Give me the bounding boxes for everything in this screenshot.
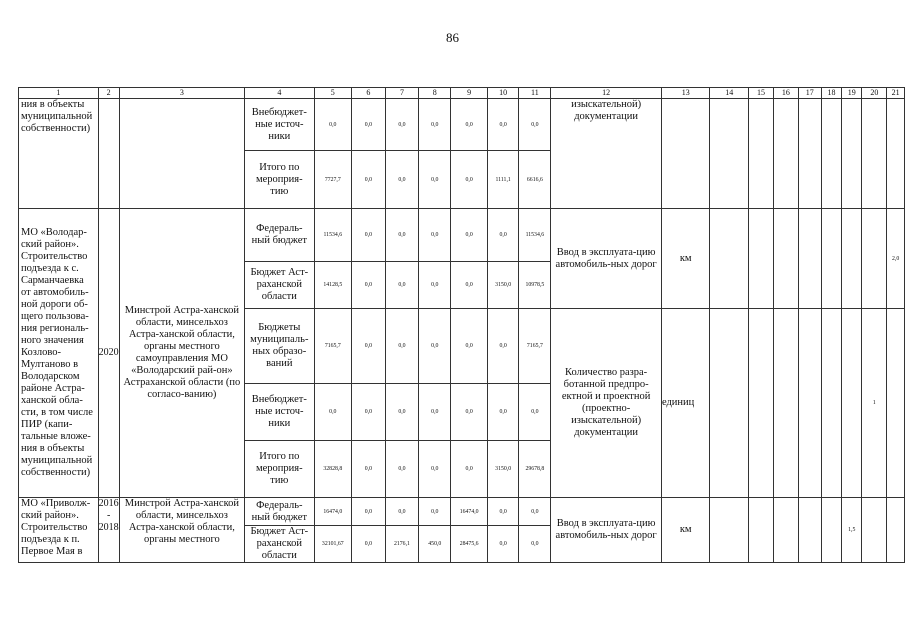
year-cell [773, 498, 798, 563]
value-cell: 0,0 [487, 99, 519, 151]
value-cell: 0,0 [419, 384, 451, 441]
value-cell: 0,0 [385, 209, 418, 262]
funding-source-cell: Бюджет Аст-раханской области [245, 526, 314, 563]
col-num: 1 [19, 88, 99, 99]
unit-cell: км [661, 498, 710, 563]
measure-name-cell: ния в объекты муниципальной собственности) [19, 99, 99, 209]
col-num: 20 [862, 88, 887, 99]
value-cell: 0,0 [519, 99, 551, 151]
value-cell: 0,0 [419, 151, 451, 209]
value-cell: 7165,7 [314, 309, 352, 384]
measure-name-cell: МО «Володар-ский район». Строительство подъезда к с. Сарманчаевка от автомобиль-ной дороги об-щего пользова-ния региональ-ного значения Козлово-Мултаново в Володарском районе Астра-ханской обла-сти, в том числе ПИР (капи-тальные вложе-ния в объекты муниципальной собственности) [19, 209, 99, 498]
value-cell: 0,0 [352, 262, 386, 309]
year-cell [710, 309, 749, 498]
period-cell: 2016 - 2018 [98, 498, 119, 563]
value-cell: 0,0 [352, 209, 386, 262]
value-cell: 0,0 [451, 309, 487, 384]
value-cell: 0,0 [451, 99, 487, 151]
value-cell: 10978,5 [519, 262, 551, 309]
value-cell: 16474,0 [451, 498, 487, 526]
year-cell [710, 498, 749, 563]
col-num: 15 [749, 88, 774, 99]
col-num: 7 [385, 88, 418, 99]
table-row [19, 209, 905, 262]
year-cell [862, 209, 887, 309]
value-cell: 0,0 [487, 209, 519, 262]
column-number-row [19, 88, 905, 99]
year-cell [842, 209, 862, 309]
value-cell: 0,0 [352, 526, 386, 563]
funding-source-cell: Внебюджет-ные источ-ники [245, 384, 314, 441]
funding-source-cell: Бюджеты муниципаль-ных образо-ваний [245, 309, 314, 384]
executor-cell: Минстрой Астра-ханской области, минсельхоз Астра-ханской области, органы местного [119, 498, 244, 563]
value-cell: 3150,0 [487, 441, 519, 498]
value-cell: 2176,1 [385, 526, 418, 563]
funding-source-cell: Итого по мероприя-тию [245, 441, 314, 498]
value-cell: 0,0 [451, 384, 487, 441]
target-value-cell: 1 [862, 309, 887, 498]
value-cell: 6616,6 [519, 151, 551, 209]
col-num: 17 [798, 88, 821, 99]
indicator-cell: Количество разра-ботанной предпро-ектной и проектной (проектно-изыскательной) документации [551, 309, 662, 498]
value-cell: 0,0 [419, 498, 451, 526]
page-number: 86 [446, 30, 459, 45]
year-cell [862, 99, 887, 209]
value-cell: 0,0 [314, 99, 352, 151]
value-cell: 0,0 [352, 498, 386, 526]
year-cell [821, 99, 841, 209]
year-cell [842, 309, 862, 498]
year-cell [749, 309, 774, 498]
value-cell: 0,0 [451, 262, 487, 309]
funding-source-cell: Бюджет Аст-раханской области [245, 262, 314, 309]
financing-table [18, 87, 905, 563]
col-num: 4 [245, 88, 314, 99]
col-num: 19 [842, 88, 862, 99]
col-num: 16 [773, 88, 798, 99]
year-cell [821, 498, 841, 563]
col-num: 14 [710, 88, 749, 99]
col-num: 3 [119, 88, 244, 99]
value-cell: 0,0 [451, 209, 487, 262]
year-cell [821, 209, 841, 309]
col-num: 2 [98, 88, 119, 99]
col-num: 13 [661, 88, 710, 99]
unit-cell: км [661, 209, 710, 309]
value-cell: 0,0 [385, 262, 418, 309]
year-cell [887, 498, 905, 563]
value-cell: 0,0 [385, 309, 418, 384]
year-cell [862, 498, 887, 563]
indicator-cell: изыскательной) документации [551, 99, 662, 209]
funding-source-cell: Внебюджет-ные источ-ники [245, 99, 314, 151]
col-num: 12 [551, 88, 662, 99]
year-cell [821, 309, 841, 498]
value-cell: 0,0 [487, 498, 519, 526]
indicator-cell: Ввод в эксплуата-цию автомобиль-ных дорог [551, 209, 662, 309]
year-cell [798, 99, 821, 209]
target-value-cell: 2,0 [887, 209, 905, 309]
col-num: 8 [419, 88, 451, 99]
year-cell [749, 209, 774, 309]
value-cell: 0,0 [519, 498, 551, 526]
value-cell: 11534,6 [519, 209, 551, 262]
year-cell [842, 99, 862, 209]
value-cell: 3150,0 [487, 262, 519, 309]
year-cell [798, 209, 821, 309]
value-cell: 14128,5 [314, 262, 352, 309]
target-value-cell: 1,5 [842, 498, 862, 563]
col-num: 6 [352, 88, 386, 99]
value-cell: 29678,8 [519, 441, 551, 498]
value-cell: 0,0 [419, 262, 451, 309]
value-cell: 28475,6 [451, 526, 487, 563]
value-cell: 0,0 [385, 384, 418, 441]
measure-name-cell: МО «Приволж-ский район». Строительство подъезда к п. Первое Мая в [19, 498, 99, 563]
year-cell [749, 99, 774, 209]
value-cell: 0,0 [451, 441, 487, 498]
value-cell: 0,0 [419, 209, 451, 262]
value-cell: 0,0 [487, 309, 519, 384]
value-cell: 7165,7 [519, 309, 551, 384]
unit-cell [661, 99, 710, 209]
value-cell: 0,0 [419, 441, 451, 498]
year-cell [773, 309, 798, 498]
value-cell: 32828,8 [314, 441, 352, 498]
unit-cell: единиц [661, 309, 710, 498]
year-cell [710, 209, 749, 309]
table-row [19, 498, 905, 526]
year-cell [749, 498, 774, 563]
value-cell: 0,0 [451, 151, 487, 209]
year-cell [710, 99, 749, 209]
funding-source-cell: Федераль-ный бюджет [245, 498, 314, 526]
value-cell: 0,0 [352, 151, 386, 209]
value-cell: 0,0 [352, 99, 386, 151]
col-num: 10 [487, 88, 519, 99]
value-cell: 0,0 [385, 151, 418, 209]
col-num: 21 [887, 88, 905, 99]
value-cell: 0,0 [352, 309, 386, 384]
executor-cell [119, 99, 244, 209]
value-cell: 0,0 [352, 384, 386, 441]
funding-source-cell: Итого по мероприя-тию [245, 151, 314, 209]
table-row [19, 99, 905, 151]
value-cell: 0,0 [314, 384, 352, 441]
year-cell [887, 99, 905, 209]
year-cell [773, 99, 798, 209]
col-num: 5 [314, 88, 352, 99]
col-num: 18 [821, 88, 841, 99]
value-cell: 0,0 [419, 99, 451, 151]
value-cell: 0,0 [487, 526, 519, 563]
value-cell: 1111,1 [487, 151, 519, 209]
executor-cell: Минстрой Астра-ханской области, минсельхоз Астра-ханской области, органы местного самоуправления МО «Володарский рай-он» Астраханской области (по согласо-ванию) [119, 209, 244, 498]
value-cell: 0,0 [385, 498, 418, 526]
indicator-cell: Ввод в эксплуата-цию автомобиль-ных дорог [551, 498, 662, 563]
value-cell: 0,0 [385, 441, 418, 498]
value-cell: 0,0 [352, 441, 386, 498]
value-cell: 7727,7 [314, 151, 352, 209]
value-cell: 16474,0 [314, 498, 352, 526]
year-cell [773, 209, 798, 309]
value-cell: 0,0 [385, 99, 418, 151]
funding-source-cell: Федераль-ный бюджет [245, 209, 314, 262]
value-cell: 0,0 [487, 384, 519, 441]
period-cell: 2020 [98, 209, 119, 498]
value-cell: 0,0 [519, 384, 551, 441]
year-cell [798, 309, 821, 498]
value-cell: 11534,6 [314, 209, 352, 262]
col-num: 9 [451, 88, 487, 99]
period-cell [98, 99, 119, 209]
year-cell [887, 309, 905, 498]
value-cell: 0,0 [519, 526, 551, 563]
col-num: 11 [519, 88, 551, 99]
value-cell: 0,0 [419, 309, 451, 384]
value-cell: 450,0 [419, 526, 451, 563]
year-cell [798, 498, 821, 563]
value-cell: 32101,67 [314, 526, 352, 563]
